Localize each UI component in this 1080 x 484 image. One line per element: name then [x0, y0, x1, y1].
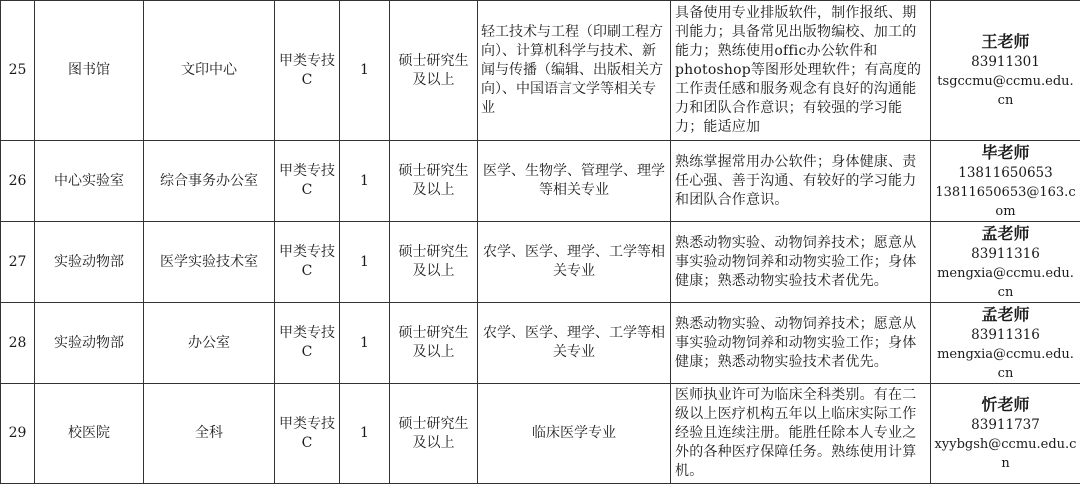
row-number: 29	[1, 384, 35, 484]
education-cell: 硕士研究生及以上	[390, 1, 478, 141]
major-cell: 农学、医学、理学、工学等相关专业	[478, 222, 671, 303]
post-cell: 办公室	[144, 303, 275, 384]
count-cell: 1	[340, 1, 390, 141]
major-cell: 轻工技术与工程（印刷工程方向）、计算机科学与技术、新闻与传播（编辑、出版相关方向）、中国语言文学等相关专业	[478, 1, 671, 141]
table-body	[1, 1, 1080, 484]
category-cell: 甲类专技C	[275, 141, 340, 222]
requirements-cell	[671, 141, 931, 222]
post-cell: 文印中心	[144, 1, 275, 141]
contact-email[interactable]: tsgccmu@ccmu.edu.cn	[934, 72, 1077, 110]
major-cell: 医学、生物学、管理学、理学等相关专业	[478, 141, 671, 222]
contact-name: 孟老师	[934, 304, 1077, 326]
contact-cell	[931, 384, 1080, 484]
department-cell: 图书馆	[35, 1, 144, 141]
contact-phone: 83911316	[934, 245, 1077, 264]
table-row	[1, 303, 1080, 384]
table-row	[1, 384, 1080, 484]
contact-phone: 83911737	[934, 416, 1077, 435]
contact-email[interactable]: 13811650653@163.com	[934, 183, 1077, 221]
contact-email[interactable]: mengxia@ccmu.edu.cn	[934, 345, 1077, 383]
department-cell: 中心实验室	[35, 141, 144, 222]
row-number: 25	[1, 1, 35, 141]
requirements-text: 熟悉动物实验、动物饲养技术；愿意从事实验动物饲养和动物实验工作；身体健康；熟悉动物实验技术者优先。	[675, 315, 926, 372]
requirements-cell	[671, 222, 931, 303]
department-cell: 实验动物部	[35, 222, 144, 303]
contact-email[interactable]: xyybgsh@ccmu.edu.cn	[934, 435, 1077, 473]
contact-email[interactable]: mengxia@ccmu.edu.cn	[934, 264, 1077, 302]
table-row	[1, 1, 1080, 141]
contact-phone: 13811650653	[934, 164, 1077, 183]
post-cell: 全科	[144, 384, 275, 484]
row-number: 28	[1, 303, 35, 384]
contact-name: 王老师	[934, 31, 1077, 53]
contact-cell	[931, 222, 1080, 303]
major-cell: 临床医学专业	[478, 384, 671, 484]
contact-name: 孟老师	[934, 223, 1077, 245]
requirements-cell	[671, 384, 931, 484]
department-cell: 实验动物部	[35, 303, 144, 384]
requirements-text: 具备使用专业排版软件，制作报纸、期刊能力；具备常见出版物编校、加工的能力；熟练使用offic办公软件和photoshop等图形处理软件；有高度的工作责任感和服务观念有良好的沟通能力和团队合作意识；有较强的学习能力；能适应加	[675, 4, 926, 137]
major-cell: 农学、医学、理学、工学等相关专业	[478, 303, 671, 384]
count-cell: 1	[340, 303, 390, 384]
post-cell: 综合事务办公室	[144, 141, 275, 222]
count-cell: 1	[340, 222, 390, 303]
category-cell: 甲类专技C	[275, 222, 340, 303]
table-row	[1, 222, 1080, 303]
row-number: 26	[1, 141, 35, 222]
requirements-text: 医师执业许可为临床全科类别。有在二级以上医疗机构五年以上临床实际工作经验且连续注册。能胜任除本人专业之外的各种医疗保障任务。熟练使用计算机。	[675, 386, 926, 481]
category-cell: 甲类专技C	[275, 1, 340, 141]
education-cell: 硕士研究生及以上	[390, 303, 478, 384]
requirements-text: 熟练掌握常用办公软件；身体健康、责任心强、善于沟通、有较好的学习能力和团队合作意识。	[675, 153, 926, 210]
contact-name: 毕老师	[934, 142, 1077, 164]
requirements-cell	[671, 1, 931, 141]
contact-phone: 83911316	[934, 326, 1077, 345]
contact-cell	[931, 303, 1080, 384]
education-cell: 硕士研究生及以上	[390, 222, 478, 303]
category-cell: 甲类专技C	[275, 384, 340, 484]
contact-name: 忻老师	[934, 394, 1077, 416]
contact-phone: 83911301	[934, 53, 1077, 72]
contact-cell	[931, 141, 1080, 222]
count-cell: 1	[340, 141, 390, 222]
post-cell: 医学实验技术室	[144, 222, 275, 303]
department-cell: 校医院	[35, 384, 144, 484]
education-cell: 硕士研究生及以上	[390, 141, 478, 222]
category-cell: 甲类专技C	[275, 303, 340, 384]
requirements-text: 熟悉动物实验、动物饲养技术；愿意从事实验动物饲养和动物实验工作；身体健康；熟悉动物实验技术者优先。	[675, 234, 926, 291]
requirements-cell	[671, 303, 931, 384]
education-cell: 硕士研究生及以上	[390, 384, 478, 484]
count-cell: 1	[340, 384, 390, 484]
row-number: 27	[1, 222, 35, 303]
table-row	[1, 141, 1080, 222]
contact-cell	[931, 1, 1080, 141]
